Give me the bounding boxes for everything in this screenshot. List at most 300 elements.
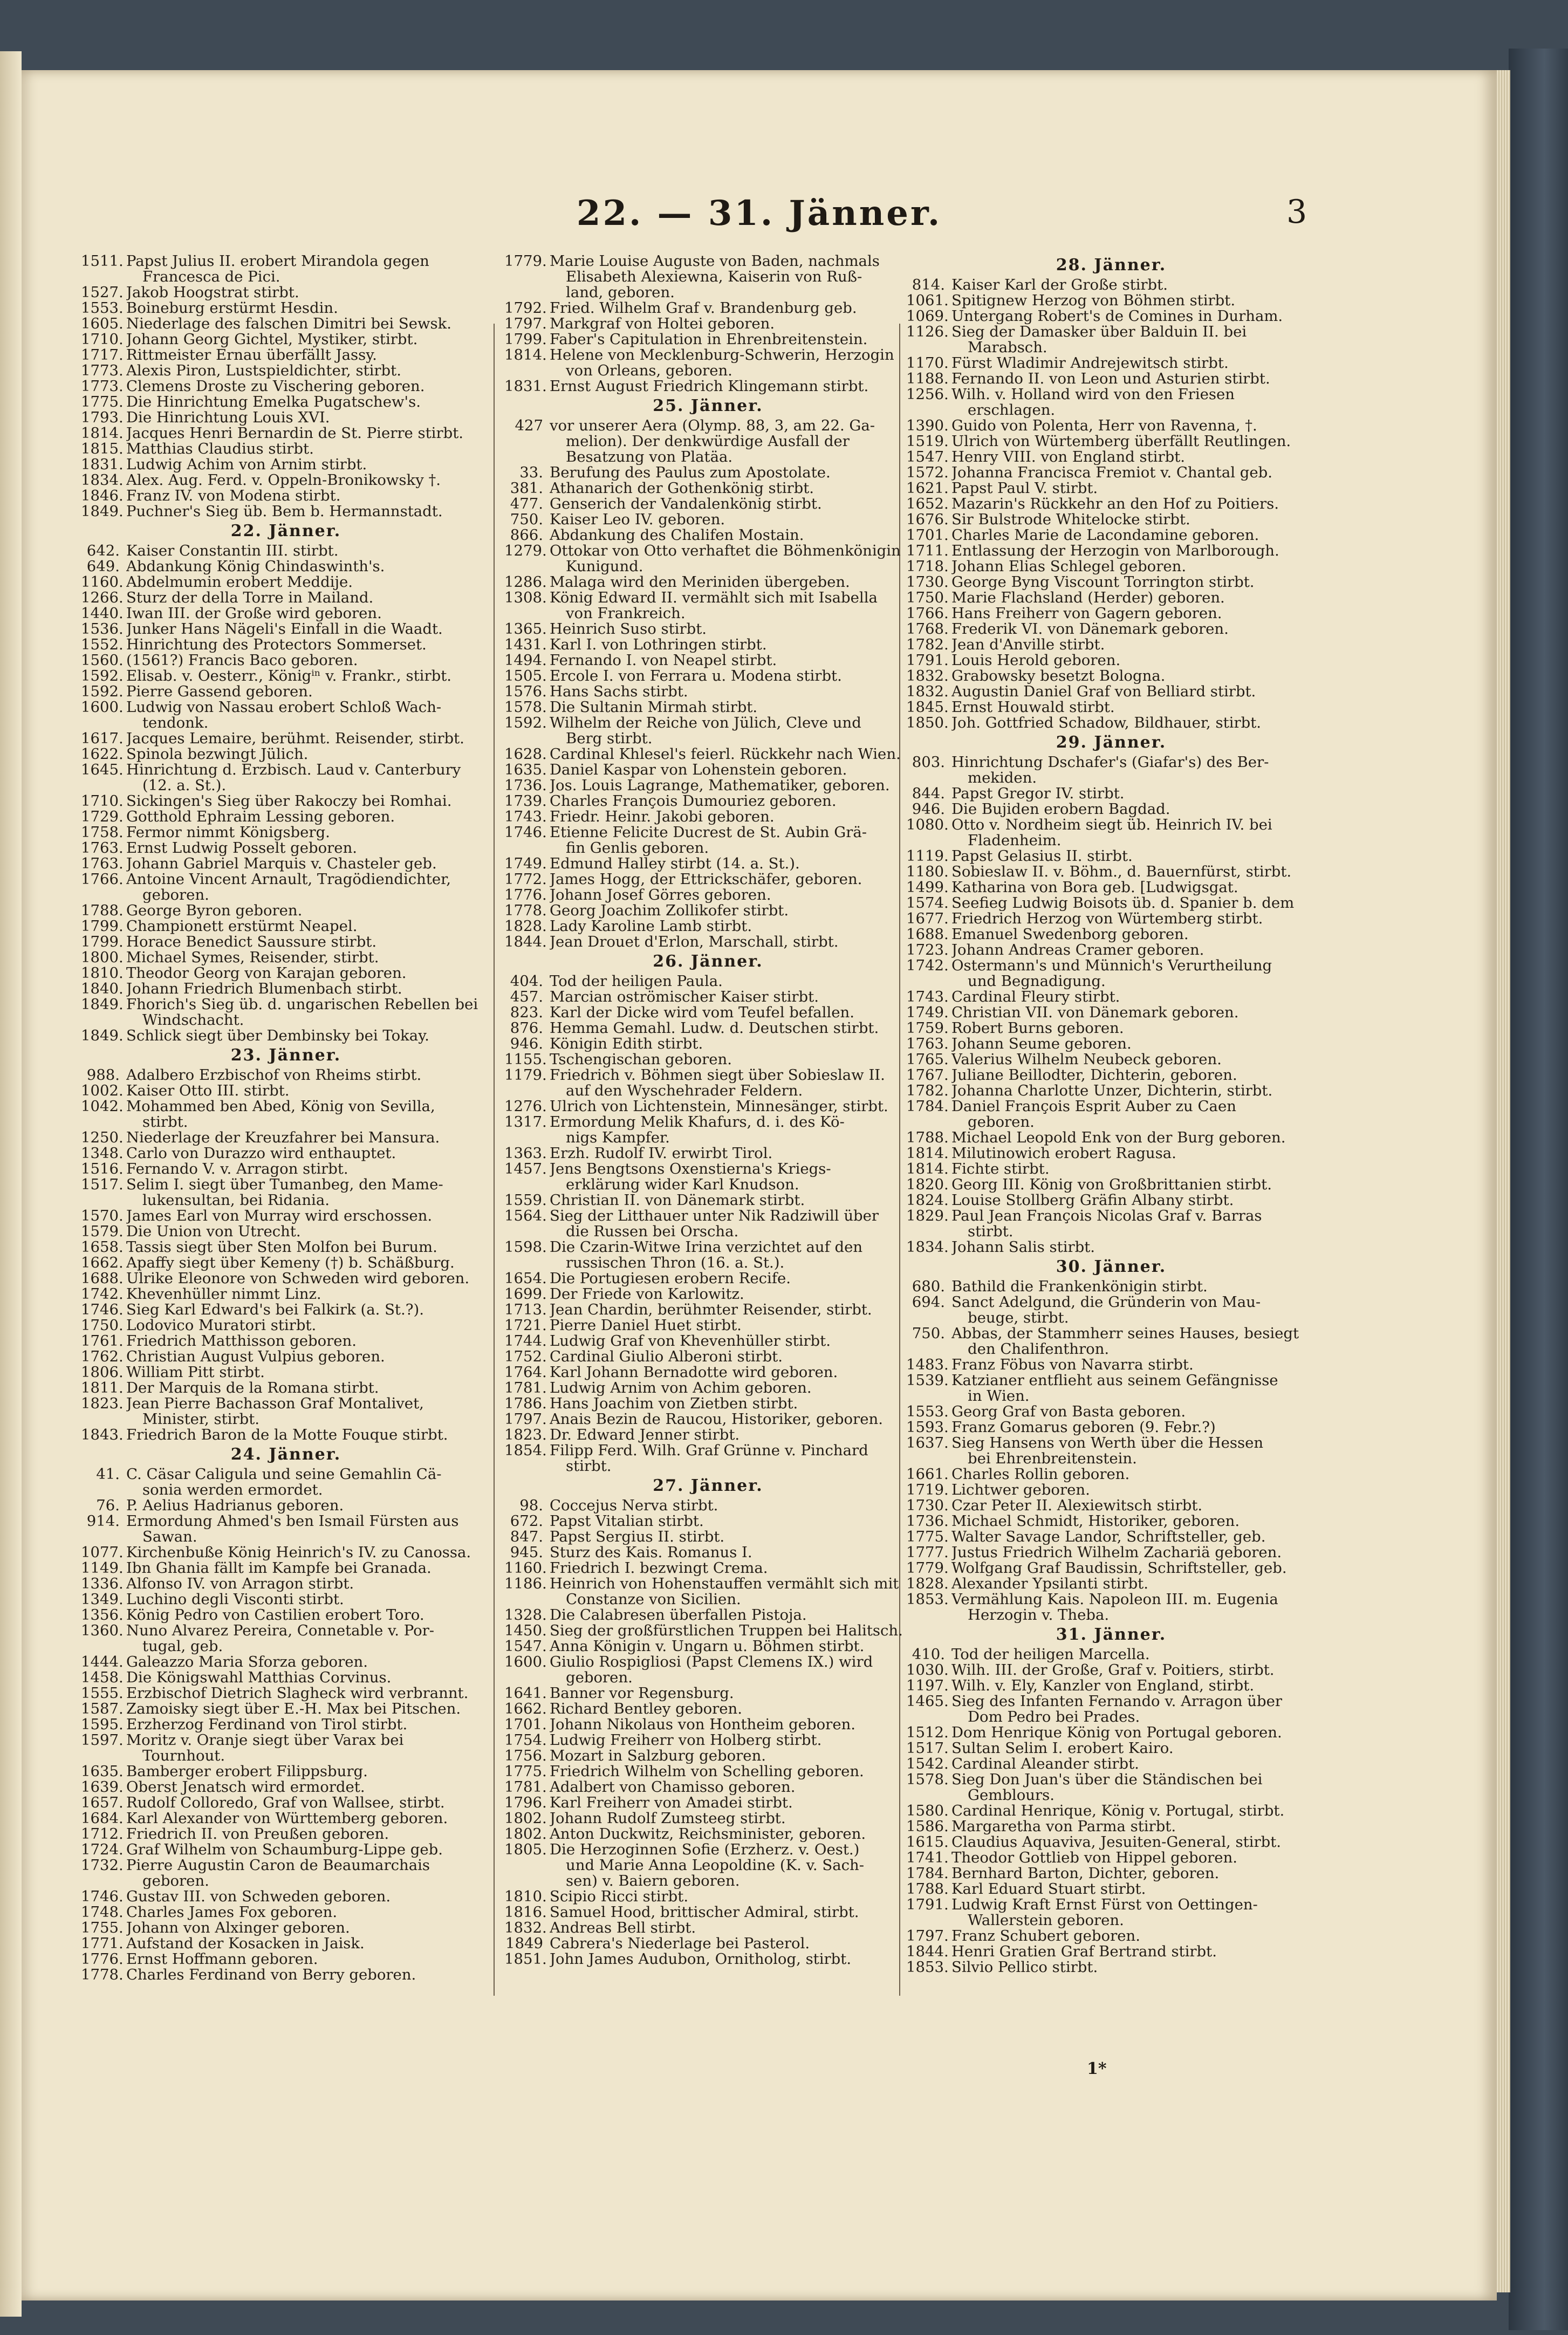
calendar-entry [81, 1733, 491, 1748]
entry-year: 1840. [81, 980, 124, 997]
entry-year: 694. [912, 1293, 945, 1311]
calendar-entry [81, 950, 491, 966]
entry-text-continuation: Gemblours. [968, 1788, 1055, 1803]
entry-text-continuation: bei Ehrenbreitenstein. [968, 1451, 1137, 1467]
entry-text: P. Aelius Hadrianus geboren. [126, 1498, 344, 1514]
calendar-entry [906, 1161, 1316, 1177]
entry-text: Championett erstürmt Neapel. [126, 919, 358, 934]
entry-year: 1736. [906, 1512, 949, 1530]
entry-text: Etienne Felicite Ducrest de St. Aubin Grä- [550, 825, 867, 840]
entry-text: Antoine Vincent Arnault, Tragödiendichter, [126, 872, 451, 887]
entry-text: vor unserer Aera (Olymp. 88, 3, am 22. Ga- [550, 418, 875, 434]
calendar-entry [906, 1208, 1316, 1224]
calendar-entry [81, 1936, 491, 1951]
calendar-entry [906, 1146, 1316, 1161]
entry-year: 1126. [906, 323, 949, 340]
entry-text: Niederlage des falschen Dimitri bei Sewsk. [126, 316, 452, 332]
calendar-entry [81, 1498, 491, 1514]
calendar-entry [81, 1427, 491, 1443]
calendar-entry [504, 1623, 912, 1639]
entry-year: 1853. [906, 1591, 949, 1608]
calendar-entry [81, 504, 491, 519]
entry-year: 1641. [504, 1685, 547, 1702]
calendar-entry [81, 966, 491, 981]
entry-year: 1662. [81, 1254, 124, 1271]
entry-year: 1843. [81, 1426, 124, 1443]
entry-text: Wilh. III. der Große, Graf v. Poitiers, stirbt. [951, 1662, 1275, 1678]
entry-text: Henri Gratien Graf Bertrand stirbt. [951, 1944, 1217, 1960]
calendar-entry [81, 1130, 491, 1146]
calendar-entry [81, 1795, 491, 1811]
calendar-entry [504, 1021, 912, 1036]
entry-year: 1799. [504, 331, 547, 348]
calendar-entry [81, 300, 491, 316]
entry-year: 1560. [81, 652, 124, 669]
calendar-column-2 [504, 254, 912, 1967]
entry-year: 1080. [906, 816, 949, 833]
entry-text: Nuno Alvarez Pereira, Connetable v. Por- [126, 1623, 435, 1639]
entry-year: 1444. [81, 1653, 124, 1670]
entry-text: Die Herzoginnen Sofie (Erzherz. v. Oest.) [550, 1842, 860, 1858]
entry-year: 1635. [81, 1763, 124, 1780]
calendar-entry [81, 1654, 491, 1670]
entry-text: Samuel Hood, brittischer Admiral, stirbt. [550, 1905, 859, 1920]
calendar-entry [81, 1396, 491, 1412]
calendar-entry [906, 1177, 1316, 1193]
calendar-entry [81, 1967, 491, 1983]
entry-text: Daniel François Esprit Auber zu Caen [951, 1099, 1236, 1114]
calendar-entry [81, 1514, 491, 1529]
calendar-entry [504, 528, 912, 543]
calendar-entry [504, 1036, 912, 1052]
entry-text: Fürst Wladimir Andrejewitsch stirbt. [951, 355, 1229, 371]
entry-text: Johanna Charlotte Unzer, Dichterin, stirbt. [951, 1083, 1273, 1099]
calendar-entry [906, 1052, 1316, 1067]
entry-text-continuation: tendonk. [142, 715, 209, 731]
calendar-entry [504, 1764, 912, 1779]
entry-year: 1850. [906, 714, 949, 731]
entry-text: C. Cäsar Caligula und seine Gemahlin Cä- [126, 1467, 442, 1482]
column-divider [494, 324, 495, 1996]
calendar-entry [906, 1067, 1316, 1083]
entry-year: 1555. [81, 1685, 124, 1702]
entry-text: Fried. Wilhelm Graf v. Brandenburg geb. [550, 300, 857, 316]
entry-text: Papst Julius II. erobert Mirandola gegen [126, 254, 429, 269]
entry-text: Graf Wilhelm von Schaumburg-Lippe geb. [126, 1842, 443, 1858]
calendar-entry [906, 1482, 1316, 1498]
entry-year: 1652. [906, 495, 949, 512]
entry-year: 1553. [81, 299, 124, 317]
entry-year: 1570. [81, 1207, 124, 1224]
entry-year: 427 [515, 417, 543, 434]
entry-year: 1748. [81, 1903, 124, 1921]
calendar-entry [81, 426, 491, 441]
calendar-entry [906, 802, 1316, 817]
entry-text: Walter Savage Landor, Schriftsteller, geb. [951, 1529, 1266, 1545]
entry-text: Friedrich Wilhelm von Schelling geboren. [550, 1764, 864, 1779]
calendar-entry [81, 1811, 491, 1826]
entry-year: 1805. [504, 1841, 547, 1858]
entry-text: Hans Freiherr von Gagern geboren. [951, 606, 1222, 621]
calendar-entry [906, 880, 1316, 895]
calendar-entry [906, 543, 1316, 559]
calendar-entry [906, 1498, 1316, 1514]
entry-text: Kaiser Leo IV. geboren. [550, 512, 725, 528]
calendar-entry [504, 1498, 912, 1514]
calendar-entry [504, 1920, 912, 1936]
entry-year: 914. [86, 1512, 120, 1530]
entry-year: 1517. [81, 1176, 124, 1193]
entry-text: Guido von Polenta, Herr von Ravenna, †. [951, 418, 1257, 434]
entry-text: Clemens Droste zu Vischering geboren. [126, 379, 425, 394]
calendar-entry [906, 387, 1316, 402]
calendar-entry [81, 473, 491, 488]
entry-year: 477. [510, 495, 543, 512]
entry-year: 1711. [906, 542, 949, 559]
calendar-entry [906, 1741, 1316, 1756]
calendar-entry [81, 1380, 491, 1396]
entry-text: (1561?) Francis Baco geboren. [126, 653, 358, 668]
calendar-entry [504, 872, 912, 887]
calendar-entry [906, 1772, 1316, 1788]
entry-text: Hans Joachim von Zietben stirbt. [550, 1396, 798, 1412]
calendar-entry [906, 1678, 1316, 1694]
calendar-entry [504, 1412, 912, 1427]
calendar-entry [81, 457, 491, 473]
entry-year: 1762. [81, 1348, 124, 1365]
entry-text: Karl Eduard Stuart stirbt. [951, 1881, 1146, 1897]
calendar-entry [504, 856, 912, 872]
entry-year: 1743. [906, 988, 949, 1005]
entry-year: 1724. [81, 1841, 124, 1858]
entry-year: 1743. [504, 808, 547, 825]
calendar-entry [906, 864, 1316, 880]
calendar-entry [906, 277, 1316, 293]
entry-year: 1771. [81, 1935, 124, 1952]
entry-text: Michael Symes, Reisender, stirbt. [126, 950, 379, 966]
entry-year: 1061. [906, 292, 949, 309]
entry-year: 1832. [504, 1919, 547, 1936]
entry-text: Ermordung Ahmed's ben Ismail Fürsten aus [126, 1514, 459, 1529]
date-heading: 24. Jänner. [230, 1445, 341, 1464]
calendar-entry [504, 1365, 912, 1380]
entry-year: 1775. [81, 393, 124, 410]
entry-year: 988. [86, 1066, 120, 1084]
calendar-entry [906, 1099, 1316, 1114]
entry-year: 1746. [504, 824, 547, 841]
entry-year: 1578. [504, 699, 547, 716]
entry-text: Der Marquis de la Romana stirbt. [126, 1380, 379, 1396]
calendar-entry [81, 1271, 491, 1286]
entry-text: Ottokar von Otto verhaftet die Böhmenkönigin [550, 543, 901, 559]
entry-text: Georg Joachim Zollikofer stirbt. [550, 903, 789, 919]
entry-year: 1542. [906, 1755, 949, 1772]
calendar-entry [504, 1114, 912, 1130]
calendar-entry [906, 293, 1316, 309]
calendar-entry [81, 684, 491, 700]
entry-text: Giulio Rospigliosi (Papst Clemens IX.) wird [550, 1654, 873, 1670]
entry-year: 1511. [81, 252, 124, 270]
calendar-entry [81, 574, 491, 590]
calendar-entry [81, 637, 491, 653]
entry-text: George Byng Viscount Torrington stirbt. [951, 574, 1255, 590]
entry-year: 1796. [504, 1794, 547, 1811]
entry-text-continuation: Fladenheim. [968, 833, 1062, 848]
entry-year: 1828. [504, 917, 547, 935]
entry-text: Friedrich I. bezwingt Crema. [550, 1560, 768, 1576]
entry-year: 844. [912, 785, 945, 802]
calendar-entry [81, 762, 491, 778]
entry-year: 1328. [504, 1606, 547, 1624]
calendar-entry [81, 856, 491, 872]
entry-text: Entlassung der Herzogin von Marlborough. [951, 543, 1279, 559]
entry-year: 1564. [504, 1207, 547, 1224]
entry-text: Rudolf Colloredo, Graf von Wallsee, stirbt. [126, 1795, 445, 1811]
entry-year: 1597. [81, 1731, 124, 1749]
calendar-entry [504, 1639, 912, 1654]
entry-text-continuation: stirbt. [566, 1458, 612, 1474]
entry-year: 1465. [906, 1693, 949, 1710]
calendar-entry [81, 1365, 491, 1380]
entry-text: Robert Burns geboren. [951, 1021, 1124, 1036]
entry-year: 1587. [81, 1700, 124, 1717]
entry-year: 1002. [81, 1082, 124, 1099]
calendar-entry [906, 1005, 1316, 1021]
calendar-entry [81, 441, 491, 457]
calendar-entry [906, 942, 1316, 958]
entry-year: 1654. [504, 1270, 547, 1287]
entry-year: 866. [510, 526, 543, 544]
entry-year: 1119. [906, 847, 949, 865]
entry-text: Paul Jean François Nicolas Graf v. Barras [951, 1208, 1262, 1224]
calendar-entry [504, 1795, 912, 1811]
entry-text: Ercole I. von Ferrara u. Modena stirbt. [550, 668, 842, 684]
calendar-entry [504, 1161, 912, 1177]
calendar-entry [906, 418, 1316, 434]
entry-text: Sir Bulstrode Whitelocke stirbt. [951, 512, 1190, 528]
calendar-entry [906, 989, 1316, 1005]
entry-year: 1811. [81, 1379, 124, 1396]
calendar-entry [906, 1240, 1316, 1255]
entry-text: Jean Chardin, berühmter Reisender, stirbt. [550, 1302, 872, 1318]
entry-year: 1784. [906, 1865, 949, 1882]
entry-year: 1816. [504, 1903, 547, 1921]
entry-year: 1336. [81, 1575, 124, 1592]
entry-year: 1772. [504, 871, 547, 888]
entry-text: Christian August Vulpius geboren. [126, 1349, 385, 1365]
entry-text: Franz Gomarus geboren (9. Febr.?) [951, 1420, 1216, 1435]
calendar-entry [81, 1224, 491, 1240]
entry-text: Henry VIII. von England stirbt. [951, 449, 1186, 465]
entry-text: Sieg Karl Edward's bei Falkirk (a. St.?). [126, 1302, 424, 1318]
entry-text: Friedrich v. Böhmen siegt über Sobieslaw II. [550, 1067, 885, 1083]
entry-text: Johann Andreas Cramer geboren. [951, 942, 1204, 958]
entry-year: 1786. [504, 1395, 547, 1412]
entry-year: 847. [510, 1528, 543, 1545]
entry-text: Joh. Gottfried Schadow, Bildhauer, stirbt. [951, 715, 1262, 731]
entry-text: König Pedro von Castilien erobert Toro. [126, 1607, 424, 1623]
entry-year: 1030. [906, 1661, 949, 1679]
entry-year: 1256. [906, 386, 949, 403]
entry-year: 1600. [81, 699, 124, 716]
entry-text: Karl Freiherr von Amadei stirbt. [550, 1795, 793, 1811]
calendar-entry [504, 1951, 912, 1967]
entry-year: 457. [510, 988, 543, 1005]
calendar-entry [81, 1161, 491, 1177]
calendar-column-3 [906, 254, 1316, 1975]
calendar-entry [504, 1936, 912, 1951]
entry-text: Seefieg Ludwig Boisots üb. d. Spanier b. dem [951, 895, 1295, 911]
calendar-entry [81, 1717, 491, 1733]
entry-text: Sieg der Damasker über Balduin II. bei [951, 324, 1247, 340]
entry-year: 1736. [504, 777, 547, 794]
date-heading: 31. Jänner. [1056, 1625, 1167, 1644]
entry-text: Louis Herold geboren. [951, 653, 1121, 668]
entry-text: Jean d'Anville stirbt. [951, 637, 1105, 653]
calendar-entry [81, 590, 491, 606]
entry-year: 1186. [504, 1575, 547, 1592]
entry-year: 1457. [504, 1160, 547, 1177]
calendar-entry [81, 606, 491, 621]
calendar-entry [504, 715, 912, 731]
entry-text: Mohammed ben Abed, König von Sevilla, [126, 1099, 435, 1114]
calendar-entry [504, 1717, 912, 1733]
entry-year: 1797. [906, 1927, 949, 1944]
entry-year: 1517. [906, 1740, 949, 1757]
entry-text: Hans Sachs stirbt. [550, 684, 688, 700]
calendar-entry [504, 747, 912, 762]
calendar-entry [81, 872, 491, 887]
entry-text: Die Union von Utrecht. [126, 1224, 301, 1240]
entry-year: 1658. [81, 1238, 124, 1256]
entry-text-continuation: Minister, stirbt. [142, 1412, 260, 1427]
entry-year: 823. [510, 1004, 543, 1021]
calendar-entry [81, 825, 491, 840]
entry-text: Karl der Dicke wird vom Teufel befallen. [550, 1005, 854, 1021]
entry-year: 1635. [504, 761, 547, 778]
calendar-entry [504, 1889, 912, 1905]
calendar-entry [504, 1333, 912, 1349]
calendar-entry [504, 1318, 912, 1333]
calendar-entry [504, 1302, 912, 1318]
calendar-entry [81, 809, 491, 825]
entry-text-continuation: Dom Pedro bei Prades. [968, 1709, 1140, 1725]
calendar-entry [906, 481, 1316, 496]
entry-text: Franz Föbus von Navarra stirbt. [951, 1357, 1194, 1373]
entry-year: 1788. [906, 1880, 949, 1898]
calendar-entry [504, 825, 912, 840]
entry-year: 1791. [906, 1896, 949, 1913]
entry-year: 1676. [906, 511, 949, 528]
entry-text: Helene von Mecklenburg-Schwerin, Herzogin [550, 347, 894, 363]
entry-text: Alexander Ypsilanti stirbt. [951, 1576, 1148, 1592]
entry-text: Johann Gabriel Marquis v. Chasteler geb. [126, 856, 437, 872]
calendar-entry [504, 1193, 912, 1208]
entry-year: 1806. [81, 1364, 124, 1381]
calendar-entry [504, 809, 912, 825]
entry-text: Tod der heiligen Marcella. [951, 1647, 1150, 1662]
entry-text: Pierre Daniel Huet stirbt. [550, 1318, 742, 1333]
calendar-entry [81, 1592, 491, 1607]
calendar-entry [504, 887, 912, 903]
calendar-entry [504, 778, 912, 793]
entry-text: Galeazzo Maria Sforza geboren. [126, 1654, 368, 1670]
calendar-entry [504, 684, 912, 700]
entry-text: Christian VII. von Dänemark geboren. [951, 1005, 1239, 1021]
calendar-entry [81, 934, 491, 950]
entry-text: Emanuel Swedenborg geboren. [951, 927, 1189, 942]
calendar-entry [504, 465, 912, 481]
calendar-entry [906, 1576, 1316, 1592]
calendar-entry [504, 621, 912, 637]
calendar-entry [81, 793, 491, 809]
entry-year: 1802. [504, 1825, 547, 1843]
entry-text: Juliane Beillodter, Dichterin, geboren. [951, 1067, 1237, 1083]
entry-year: 1592. [504, 714, 547, 731]
book-cover-edge [1509, 49, 1568, 2330]
calendar-entry [504, 1052, 912, 1067]
entry-year: 1831. [504, 378, 547, 395]
entry-text: Adalbert von Chamisso geboren. [550, 1779, 796, 1795]
entry-text: Hinrichtung d. Erzbisch. Laud v. Canterbury [126, 762, 461, 778]
entry-text-continuation: den Chalifenthron. [968, 1341, 1110, 1357]
calendar-entry [81, 1318, 491, 1333]
entry-text: Jos. Louis Lagrange, Mathematiker, geboren. [550, 778, 890, 793]
entry-text: Rittmeister Ernau überfällt Jassy. [126, 347, 377, 363]
entry-year: 1814. [504, 346, 547, 364]
entry-year: 1657. [81, 1794, 124, 1811]
entry-year: 1552. [81, 636, 124, 653]
entry-year: 410. [912, 1646, 945, 1663]
calendar-entry [81, 1889, 491, 1905]
entry-text: Charles Rollin geboren. [951, 1467, 1130, 1482]
entry-text-continuation: und Begnadigung. [968, 974, 1106, 989]
entry-year: 1390. [906, 417, 949, 434]
entry-text: Fernando II. von Leon und Asturien stirbt. [951, 371, 1270, 387]
entry-year: 1188. [906, 370, 949, 387]
entry-text: Silvio Pellico stirbt. [951, 1960, 1098, 1975]
calendar-entry [906, 574, 1316, 590]
calendar-entry [81, 1177, 491, 1193]
entry-text: Die Hinrichtung Louis XVI. [126, 410, 330, 426]
entry-year: 1764. [504, 1364, 547, 1381]
entry-text: Ludwig Achim von Arnim stirbt. [126, 457, 367, 473]
entry-year: 1832. [906, 667, 949, 684]
entry-text: Karl I. von Lothringen stirbt. [550, 637, 767, 653]
entry-text: Dom Henrique König von Portugal geboren. [951, 1725, 1282, 1741]
calendar-entry [81, 1686, 491, 1701]
entry-text: Tschengischan geboren. [550, 1052, 732, 1067]
entry-text: Die Sultanin Mirmah stirbt. [550, 700, 758, 715]
entry-year: 1775. [504, 1763, 547, 1780]
entry-year: 1365. [504, 620, 547, 638]
calendar-entry [504, 590, 912, 606]
entry-text-continuation: von Orleans, geboren. [566, 363, 732, 379]
entry-year: 1688. [906, 926, 949, 943]
date-heading: 27. Jänner. [653, 1476, 763, 1495]
entry-year: 1617. [81, 730, 124, 747]
entry-text: Gustav III. von Schweden geboren. [126, 1889, 391, 1905]
entry-year: 1276. [504, 1098, 547, 1115]
calendar-entry [81, 700, 491, 715]
entry-text: Abbas, der Stammherr seines Hauses, besiegt [951, 1326, 1299, 1341]
entry-year: 1279. [504, 542, 547, 559]
page-number: 3 [1286, 193, 1307, 231]
entry-year: 1593. [906, 1419, 949, 1436]
calendar-entry [906, 637, 1316, 653]
calendar-entry [81, 1858, 491, 1873]
calendar-entry [504, 1654, 912, 1670]
